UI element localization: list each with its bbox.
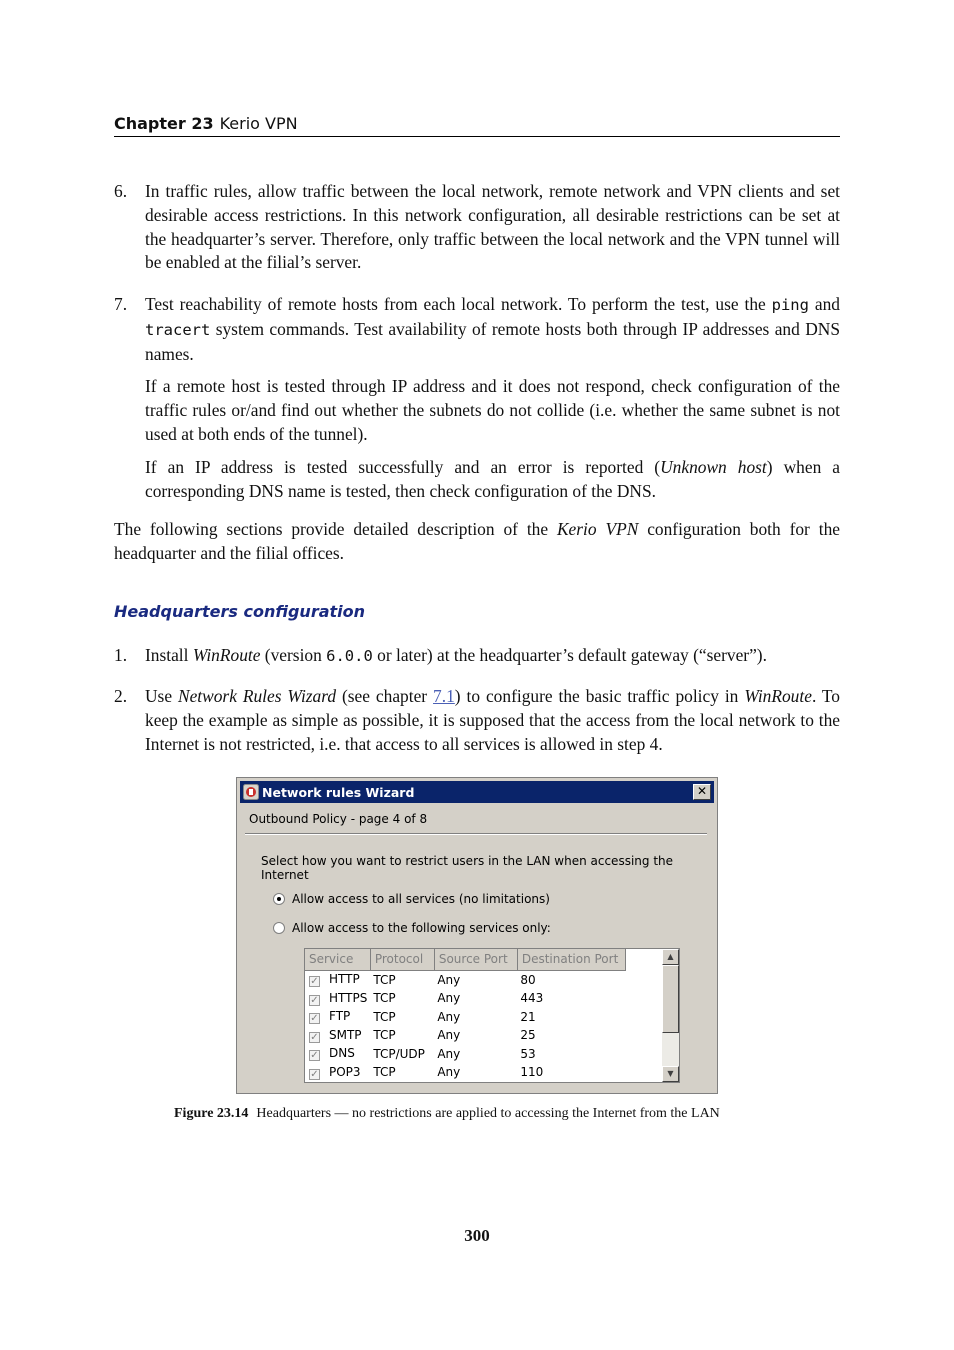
checkbox-checked-icon[interactable]: ✓	[310, 994, 319, 1006]
cell-source-port: Any	[437, 1028, 461, 1043]
cell-service: ✓ DNS	[310, 1046, 355, 1062]
cell-destination-port: 110	[520, 1065, 544, 1080]
cell-service: ✓ HTTP	[310, 972, 360, 988]
table-row[interactable]	[305, 970, 625, 989]
cell-service: ✓ HTTPS	[310, 990, 368, 1006]
cell-destination-port: 25	[520, 1028, 536, 1043]
radio-selected-icon[interactable]	[273, 893, 285, 905]
table-row[interactable]	[305, 1008, 625, 1027]
dialog-title: Network rules Wizard	[262, 785, 415, 800]
cell-destination-port: 21	[520, 1009, 536, 1024]
radio-unselected-icon[interactable]	[273, 922, 285, 934]
step-6	[114, 180, 840, 284]
step-text: Use Network Rules Wizard (see chapter 7.1) to configure the basic traffic policy in WinRoute. To keep the example as simple as possible, it is supposed that the access from the local network to the Internet is not restricted, i.e. that access to all services is allowed in step 4.	[145, 686, 841, 754]
checkbox-checked-icon[interactable]: ✓	[310, 976, 319, 988]
step-7	[114, 293, 840, 512]
app-icon	[243, 784, 259, 800]
cell-source-port: Any	[437, 1065, 461, 1080]
divider	[245, 833, 707, 835]
figure-caption	[174, 1106, 720, 1122]
step-text-dns-check: If an IP address is tested successfully and an error is reported (Unknown host) when a corresponding DNS name is tested, then check configuration of the DNS.	[145, 456, 841, 501]
step-text: Test reachability of remote hosts from each local network. To perform the test, use the ping and tracert system commands. Test availability of remote hosts both through IP addresses and DNS names.	[145, 294, 840, 364]
step-text-ip-check: If a remote host is tested through IP address and it does not respond, check configuration of the traffic rules or/and find out whether the subnets do not collide (i.e. whether the same subnet is not used at both ends of the tunnel).	[145, 376, 840, 444]
cell-protocol: TCP	[373, 1028, 396, 1043]
table-row[interactable]	[305, 989, 625, 1008]
radio-allow-listed[interactable]	[273, 921, 551, 935]
cell-destination-port: 443	[520, 991, 544, 1006]
column-header-protocol[interactable]: Protocol	[370, 949, 434, 970]
services-table	[305, 949, 626, 1082]
radio-allow-listed-label: Allow access to the following services only:	[292, 921, 551, 935]
wizard-page-title: Outbound Policy - page 4 of 8	[249, 812, 428, 826]
column-header-service[interactable]: Service	[305, 949, 370, 970]
radio-allow-all-label: Allow access to all services (no limitations)	[292, 892, 550, 906]
services-list	[304, 948, 680, 1083]
cell-service: ✓ POP3	[310, 1064, 361, 1080]
cell-protocol: TCP	[373, 1065, 396, 1080]
checkbox-checked-icon[interactable]: ✓	[310, 1050, 319, 1062]
cell-service: ✓ SMTP	[310, 1027, 362, 1043]
column-header-source-port[interactable]: Source Port	[434, 949, 517, 970]
column-header-destination-port[interactable]: Destination Port	[517, 949, 625, 970]
close-button[interactable]: ✕	[693, 784, 711, 800]
figure-caption-text: Headquarters — no restrictions are applied to accessing the Internet from the LAN	[256, 1106, 720, 1121]
cell-protocol: TCP	[373, 972, 396, 987]
instruction-text: Select how you want to restrict users in the LAN when accessing the Internet	[261, 854, 674, 882]
chapter-number: Chapter 23	[114, 114, 214, 133]
page-number: 300	[464, 1226, 490, 1245]
figure-number: Figure 23.14	[174, 1106, 249, 1121]
section-title: Headquarters configuration	[114, 602, 366, 621]
cell-destination-port: 53	[520, 1046, 536, 1061]
vertical-scrollbar[interactable]	[662, 949, 679, 1082]
scroll-thumb[interactable]	[662, 965, 679, 1033]
step-number: 6.	[114, 181, 128, 201]
checkbox-checked-icon[interactable]: ✓	[310, 1031, 319, 1043]
chapter-link[interactable]: 7.1	[433, 686, 455, 706]
step-number: 1.	[114, 645, 128, 665]
table-row[interactable]	[305, 1045, 625, 1064]
cell-service: ✓ FTP	[310, 1009, 351, 1025]
dialog-titlebar	[240, 781, 714, 803]
cell-source-port: Any	[437, 1046, 461, 1061]
cell-source-port: Any	[437, 972, 461, 987]
chapter-title: Kerio VPN	[219, 114, 298, 133]
code-tracert: tracert	[145, 320, 211, 339]
step-2	[114, 685, 840, 765]
running-header	[114, 114, 840, 137]
checkbox-checked-icon[interactable]: ✓	[310, 1013, 319, 1025]
step-number: 7.	[114, 294, 128, 314]
table-row[interactable]	[305, 1026, 625, 1045]
cell-protocol: TCP	[373, 1009, 396, 1024]
code-version: 6.0.0	[326, 647, 373, 665]
cell-source-port: Any	[437, 991, 461, 1006]
cell-protocol: TCP	[373, 991, 396, 1006]
checkbox-checked-icon[interactable]: ✓	[310, 1068, 319, 1080]
table-row[interactable]	[305, 1063, 625, 1082]
cell-protocol: TCP/UDP	[373, 1046, 425, 1061]
radio-allow-all[interactable]	[273, 892, 550, 906]
scroll-down-button[interactable]: ▼	[662, 1066, 679, 1082]
step-text: In traffic rules, allow traffic between the local network, remote network and VPN clients and set desirable access restrictions. In this network configuration, all desirable restrictions can be set at the headquarter’s server. Therefore, only traffic between the local network and the VPN tunnel will be enabled at the filial’s server.	[145, 181, 840, 273]
network-rules-wizard-dialog	[236, 777, 718, 1094]
scroll-up-button[interactable]: ▲	[662, 949, 679, 965]
code-ping: ping	[771, 296, 809, 314]
services-rows	[305, 970, 625, 1082]
step-number: 2.	[114, 686, 128, 706]
cell-source-port: Any	[437, 1009, 461, 1024]
cell-destination-port: 80	[520, 972, 536, 987]
intro-paragraph: The following sections provide detailed description of the Kerio VPN configuration both for the headquarter and the filial offices.	[114, 519, 840, 563]
step-1	[114, 644, 840, 678]
step-text: Install WinRoute (version 6.0.0 or later) at the headquarter’s default gateway (“server”).	[145, 645, 767, 665]
